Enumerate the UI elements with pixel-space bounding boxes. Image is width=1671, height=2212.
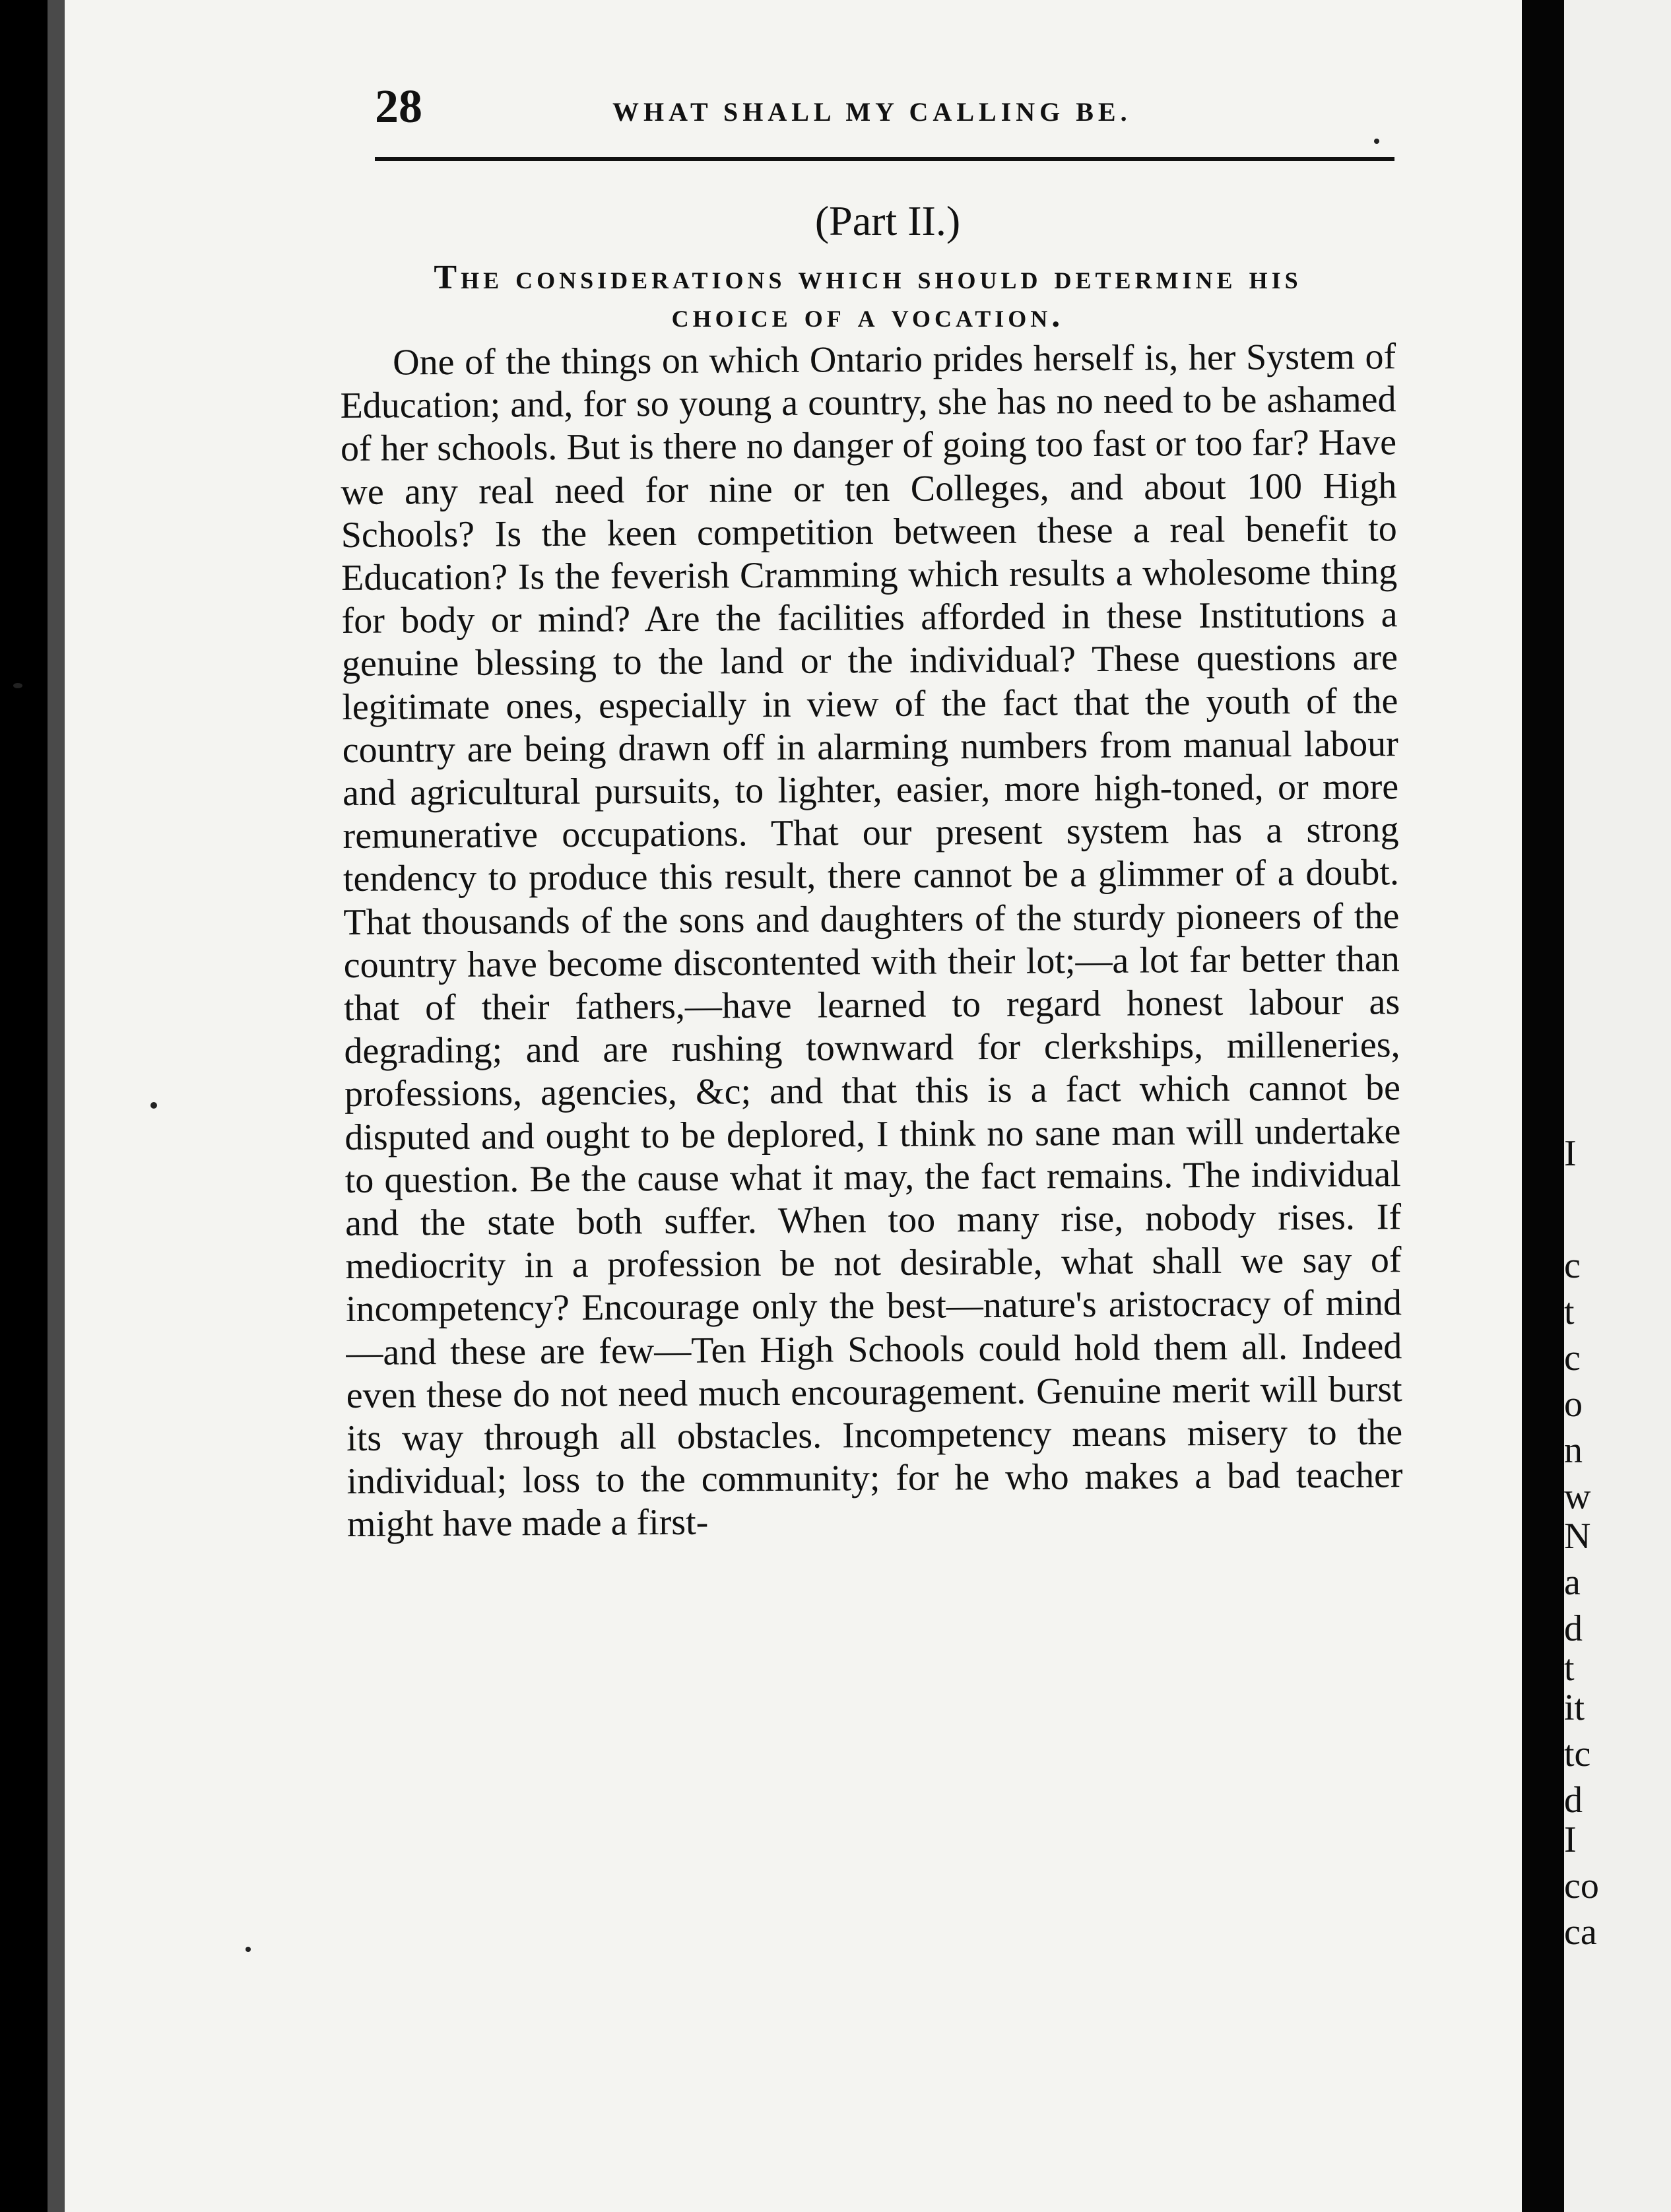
adjacent-page-fragment: w — [1564, 1476, 1591, 1517]
section-heading-line-1: The considerations which should determine his — [434, 259, 1302, 296]
adjacent-page-fragment: I — [1564, 1819, 1577, 1860]
adjacent-page-fragment: o — [1564, 1384, 1583, 1425]
adjacent-page-fragment: d — [1564, 1608, 1583, 1649]
adjacent-page-fragment: d — [1564, 1780, 1583, 1821]
part-heading: (Part II.) — [814, 197, 961, 244]
adjacent-page-fragment: it — [1564, 1687, 1585, 1728]
adjacent-page-fragment: tc — [1564, 1734, 1591, 1774]
adjacent-page-fragment: co — [1564, 1866, 1599, 1906]
adjacent-page-edge — [1564, 0, 1671, 2212]
body-paragraph: One of the things on which Ontario prides herself is, her System of Education; and, for so young a country, she has no need to be ashamed of her schools. But is there no danger of going too fast or too far? Have we any real need for nine or ten Colleges, and about 100 High Schools? Is the keen competition between these a real benefit to Education? Is the feverish Cramming which results a wholesome thing for body or mind? Are the facilities afforded in these Institutions a genuine blessing to the land or the individual? These questions are legitimate ones, especially in view of the fact that the youth of the country are being drawn off in alarming numbers from manual labour and agricultural pursuits, to lighter, easier, more high-toned, or more remunerative occupations. That our present system has a strong tendency to produce this result, there cannot be a glimmer of a doubt. That thousands of the sons and daughters of the sturdy pioneers of the country have become discontented with their lot;—a lot far better than that of their fathers,—have learned to regard honest labour as degrading; and are rushing townward for clerkships, milleneries, professions, agencies, &c; and that this is a fact which cannot be disputed and ought to be deplored, I think no sane man will undertake to question. Be the cause what it may, the fact remains. The individual and the state both suffer. When too many rise, nobody rises. If mediocrity in a profession be not desirable, what shall we say of incompetency? Encourage only the best—nature's aristocracy of mind—and these are few—Ten High Schools could hold them all. Indeed even these do not need much encouragement. Genuine merit will burst its way through all obstacles. Incompetency means misery to the individual; loss to the community; for he who makes a bad teacher might have made a first- — [340, 336, 1403, 1545]
scan-speck — [1374, 139, 1379, 144]
adjacent-page-fragment: ca — [1564, 1912, 1597, 1953]
page-content — [340, 185, 1403, 1547]
page-header — [375, 79, 1398, 158]
scan-speck — [246, 1947, 251, 1952]
header-rule — [375, 157, 1394, 161]
scan-speck — [150, 1102, 157, 1109]
page-number: 28 — [375, 80, 422, 133]
adjacent-page-fragment: t — [1564, 1648, 1575, 1689]
book-gutter — [1522, 0, 1564, 2212]
adjacent-page-fragment: n — [1564, 1430, 1583, 1471]
adjacent-page-fragment: c — [1564, 1245, 1581, 1286]
page-edge-shadow — [48, 0, 65, 2212]
section-heading — [340, 259, 1396, 335]
scan-speck — [13, 683, 22, 688]
running-title: WHAT SHALL MY CALLING BE. — [612, 97, 1132, 127]
adjacent-page-fragment: I — [1564, 1133, 1577, 1174]
adjacent-page-fragment: c — [1564, 1338, 1581, 1379]
adjacent-page-fragment: a — [1564, 1562, 1581, 1603]
adjacent-page-fragment: N — [1564, 1516, 1591, 1557]
adjacent-page-fragment: t — [1564, 1291, 1575, 1332]
section-heading-line-2: choice of a vocation. — [671, 297, 1065, 335]
